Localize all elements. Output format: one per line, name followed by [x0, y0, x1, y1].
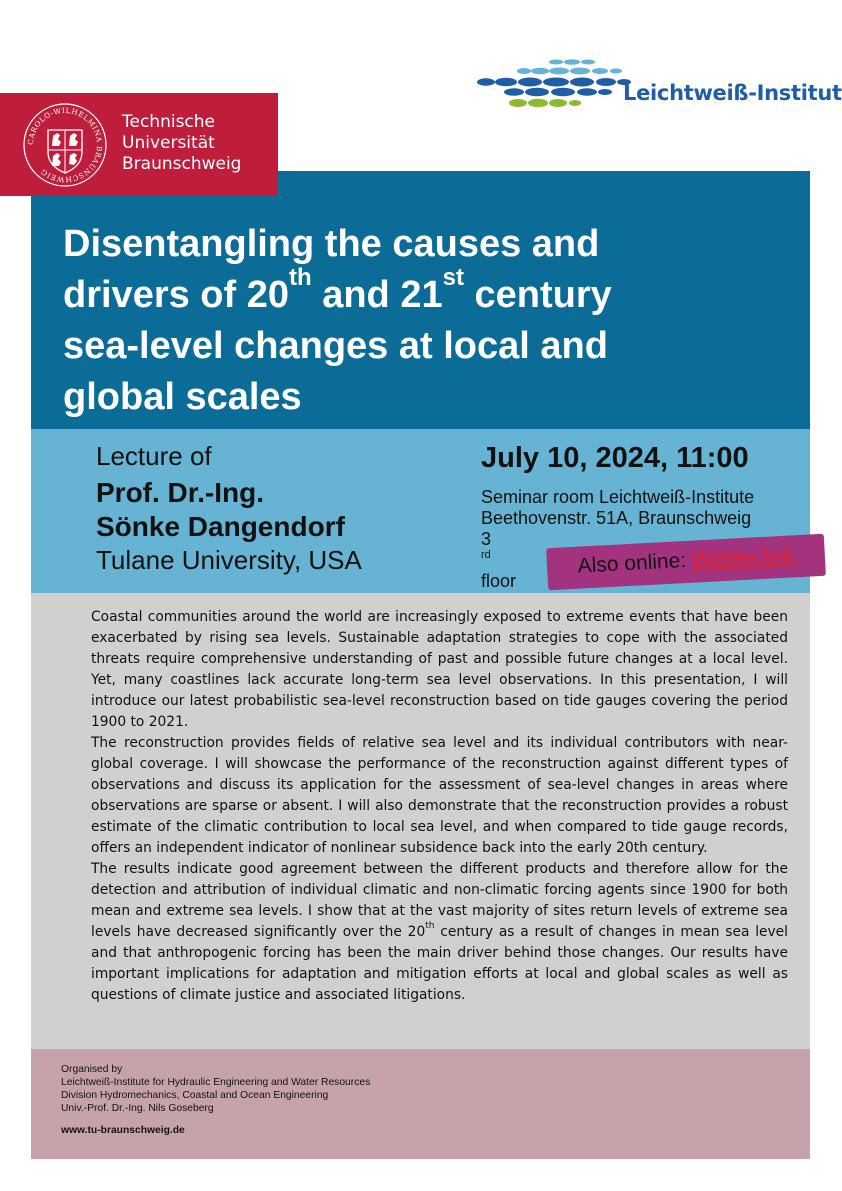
lecture-title	[63, 219, 783, 423]
lecture-intro: Lecture of	[96, 441, 212, 471]
university-name	[122, 112, 241, 175]
abstract-paragraph-3-part-a: The results indicate good agreement between the different products and therefore allow for the detection and attribution of individual climatic and non-climatic forcing agents since 1900 for both mean and extreme sea levels. I show that at the vast majority of sites return levels of extreme sea levels have decreased significantly over the 20	[91, 861, 788, 940]
footer	[61, 1063, 370, 1137]
title-line-4: global scales	[63, 376, 302, 418]
floor-number: 3	[481, 529, 492, 549]
abstract	[91, 607, 788, 1006]
abstract-paragraph-1: Coastal communities around the world are increasingly exposed to extreme events that have been exacerbated by rising sea levels. Sustainable adaptation strategies to cope with the associated threats require comprehensive understanding of past and possible future changes at a local level. Yet, many coastlines lack accurate long-term sea level observations. In this presentation, I will introduce our latest probabilistic sea-level reconstruction based on tide gauges covering the period 1900 to 2021.	[91, 609, 788, 730]
institute-logo-name: Leichtweiß-Institut	[623, 81, 842, 105]
speaker-full-name: Sönke Dangendorf	[96, 511, 345, 542]
title-line-2	[63, 264, 783, 321]
floor-word: floor	[481, 571, 517, 591]
footer-institute: Leichtweiß-Institute for Hydraulic Engineering and Water Resources	[61, 1077, 371, 1088]
online-banner-text	[547, 542, 826, 581]
title-line-3: sea-level changes at local and	[63, 325, 608, 367]
university-name-line2: Universität	[122, 133, 215, 153]
title-line-2-part-a: drivers of 20	[63, 274, 289, 316]
speaker-affiliation: Tulane University, USA	[96, 545, 362, 575]
venue-address: Beethovenstr. 51A, Braunschweig	[481, 508, 752, 528]
online-label: Also online:	[577, 548, 693, 578]
webex-link[interactable]: Webex link	[691, 543, 795, 572]
footer-division: Division Hydromechanics, Coastal and Ocean Engineering	[61, 1090, 329, 1101]
footer-professor: Univ.-Prof. Dr.-Ing. Nils Goseberg	[61, 1103, 214, 1114]
title-superscript-th: th	[289, 264, 312, 291]
speaker-academic-title: Prof. Dr.-Ing.	[96, 477, 264, 508]
university-seal-icon	[22, 102, 108, 188]
abstract-superscript-th: th	[425, 921, 435, 931]
university-name-line1: Technische	[122, 112, 216, 132]
venue-room: Seminar room Leichtweiß-Institute	[481, 487, 755, 507]
title-line-2-part-c: century	[463, 274, 612, 316]
university-name-line3: Braunschweig	[122, 154, 242, 174]
abstract-paragraph-3	[91, 859, 788, 1006]
abstract-paragraph-2: The reconstruction provides fields of relative sea level and its individual contributors with near-global coverage. I will showcase the performance of the reconstruction against different types of observations and discuss its application for the assessment of sea-level changes in areas where observations are sparse or absent. I will also demonstrate that the reconstruction provides a robust estimate of the climatic contribution to local sea level, and when compared to tide gauge records, offers an independent indicator of nonlinear subsidence back into the early 20th century.	[91, 735, 788, 856]
title-line-1: Disentangling the causes and	[63, 223, 600, 265]
seal-text: CAROLO-WILHELMINA BRAUNSCHWEIG	[25, 105, 105, 185]
footer-website-link[interactable]: www.tu-braunschweig.de	[61, 1125, 185, 1136]
floor-superscript: rd	[481, 549, 491, 561]
tu-braunschweig-logo	[0, 93, 278, 196]
title-line-2-part-b: and 21	[311, 274, 443, 316]
event-datetime: July 10, 2024, 11:00	[481, 442, 749, 474]
title-superscript-st: st	[442, 264, 464, 291]
speaker-name	[96, 476, 345, 544]
abstract-paragraph-3-part-b: century as a result of changes in mean sea level and that anthropogenic forcing has been the main driver behind those changes. Our results have important implications for adaptation and mitigation efforts at local and global scales as well as questions of climate justice and associated litigations.	[91, 924, 789, 1003]
footer-organised-by: Organised by	[61, 1064, 123, 1075]
